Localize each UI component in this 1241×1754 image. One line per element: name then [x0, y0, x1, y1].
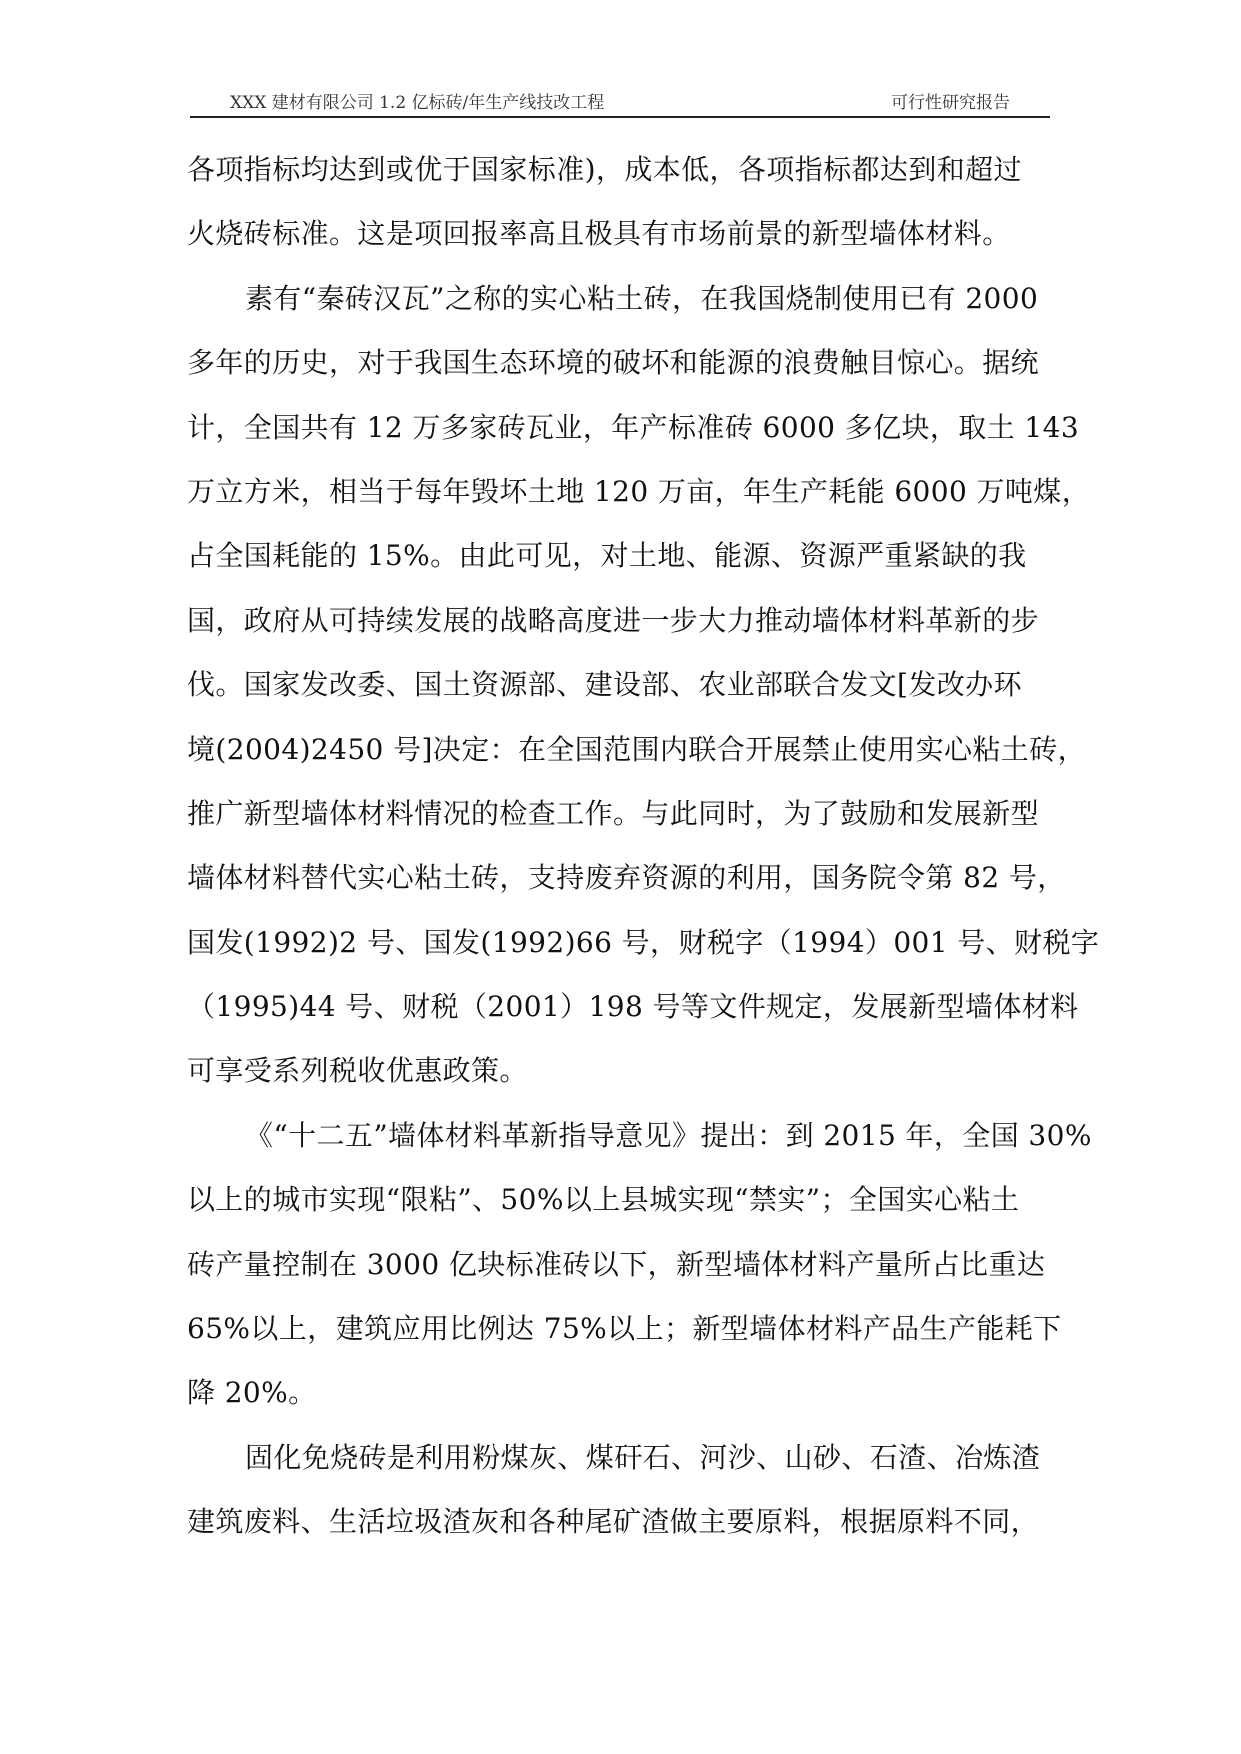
text-line: 伐。国家发改委、国土资源部、建设部、农业部联合发文[发改办环	[187, 668, 1022, 702]
paragraph-start: 固化免烧砖是利用粉煤灰、煤矸石、河沙、山砂、石渣、冶炼渣	[245, 1440, 1041, 1474]
text-line: 墙体材料替代实心粘土砖，支持废弃资源的利用，国务院令第 82 号，	[187, 861, 1066, 895]
text-line: 占全国耗能的 15%。由此可见，对土地、能源、资源严重紧缺的我	[187, 539, 1027, 573]
text-line: 降 20%。	[187, 1376, 317, 1410]
text-line: 火烧砖标准。这是项回报率高且极具有市场前景的新型墙体材料。	[187, 217, 1011, 251]
paragraph-start: 《“十二五”墙体材料革新指导意见》提出：到 2015 年，全国 30%	[245, 1118, 1092, 1152]
text-line: （1995)44 号、财税（2001）198 号等文件规定，发展新型墙体材料	[187, 990, 1079, 1024]
header-report-type: 可行性研究报告	[891, 93, 1010, 113]
text-line: 国，政府从可持续发展的战略高度进一步大力推动墙体材料革新的步	[187, 603, 1040, 637]
text-line: 可享受系列税收优惠政策。	[187, 1054, 528, 1088]
text-line: 万立方米，相当于每年毁坏土地 120 万亩，年生产耗能 6000 万吨煤，	[187, 474, 1091, 508]
header-title: XXX 建材有限公司 1.2 亿标砖/年生产线技改工程	[230, 93, 605, 113]
text-line: 以上的城市实现“限粘”、50%以上县城实现“禁实”；全国实心粘土	[187, 1183, 1020, 1217]
text-line: 计，全国共有 12 万多家砖瓦业，年产标准砖 6000 多亿块，取土 143	[187, 410, 1080, 444]
text-line: 建筑废料、生活垃圾渣灰和各种尾矿渣做主要原料，根据原料不同，	[187, 1505, 1040, 1539]
text-line: 65%以上，建筑应用比例达 75%以上；新型墙体材料产品生产能耗下	[187, 1312, 1062, 1346]
text-line: 各项指标均达到或优于国家标准)，成本低，各项指标都达到和超过	[187, 153, 1022, 186]
paragraph-start: 素有“秦砖汉瓦”之称的实心粘土砖，在我国烧制使用已有 2000	[245, 281, 1039, 315]
text-line: 多年的历史，对于我国生态环境的破坏和能源的浪费触目惊心。据统	[187, 346, 1040, 380]
text-line: 推广新型墙体材料情况的检查工作。与此同时，为了鼓励和发展新型	[187, 796, 1040, 830]
text-line: 砖产量控制在 3000 亿块标准砖以下，新型墙体材料产量所占比重达	[187, 1247, 1046, 1281]
text-line: 国发(1992)2 号、国发(1992)66 号，财税字（1994）001 号、财税字	[187, 925, 1100, 959]
text-line: 境(2004)2450 号]决定：在全国范围内联合开展禁止使用实心粘土砖，	[187, 732, 1086, 766]
document-body	[187, 138, 1100, 1555]
page-header	[190, 78, 1050, 118]
